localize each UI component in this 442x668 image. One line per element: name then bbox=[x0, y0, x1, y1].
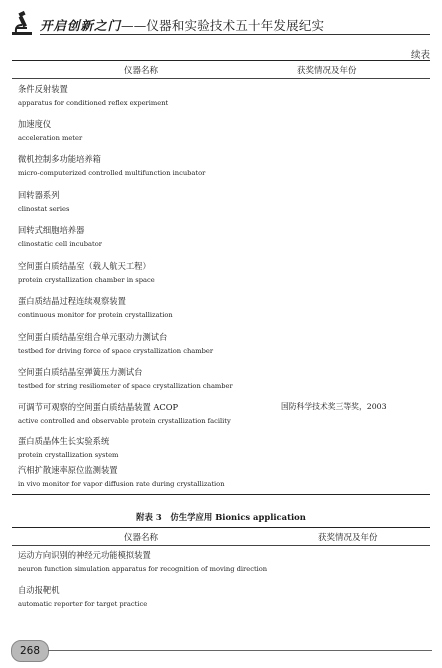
instrument-name-cn: 加速度仪 bbox=[18, 119, 52, 129]
instrument-name-en: testbed for driving force of space crystallization chamber bbox=[18, 347, 214, 355]
table-row bbox=[18, 464, 430, 490]
instrument-name-cn: 运动方向识别的神经元功能模拟装置 bbox=[18, 550, 151, 560]
column-header-name: 仪器名称 bbox=[124, 533, 159, 543]
table-row bbox=[18, 549, 430, 575]
instrument-name-en: testbed for string resiliometer of space crystallization chamber bbox=[18, 382, 233, 390]
instrument-name-cn: 自动报靶机 bbox=[18, 585, 60, 595]
running-title-text: ——仪器和实验技术五十年发展纪实 bbox=[121, 18, 325, 33]
instrument-name-en: protein crystallization chamber in space bbox=[18, 276, 155, 284]
table-top-rule bbox=[12, 527, 430, 528]
table-row bbox=[18, 584, 430, 610]
table-row bbox=[18, 366, 430, 392]
instrument-name-en: neuron function simulation apparatus for recognition of moving direction bbox=[18, 565, 268, 573]
instrument-name-en: continuous monitor for protein crystallization bbox=[18, 311, 173, 319]
instrument-name-cn: 回转器系列 bbox=[18, 190, 60, 200]
instrument-name-cn: 蛋白质晶体生长实验系统 bbox=[18, 436, 110, 446]
running-title-brand: 开启创新之门 bbox=[40, 18, 122, 33]
table-row bbox=[18, 260, 430, 286]
table-row bbox=[18, 153, 430, 179]
table-caption-number: 附表 3 bbox=[136, 512, 162, 522]
instrument-name-cn: 条件反射装置 bbox=[18, 84, 68, 94]
table-header-rule bbox=[12, 78, 430, 79]
instrument-name-en: micro-computerized controlled multifunction incubator bbox=[18, 169, 206, 177]
table-header-rule bbox=[12, 545, 430, 546]
instrument-name-en: in vivo monitor for vapor diffusion rate during crystallization bbox=[18, 480, 225, 488]
table-row bbox=[18, 295, 430, 321]
instrument-name-cn: 微机控制多功能培养箱 bbox=[18, 154, 101, 164]
instrument-name-cn: 蛋白质结晶过程连续观察装置 bbox=[18, 296, 126, 306]
instrument-name-cn: 可调节可观察的空间蛋白质结晶装置 ACOP bbox=[18, 402, 179, 412]
table-bionics bbox=[12, 527, 430, 627]
table-row bbox=[18, 224, 430, 250]
instrument-name-en: apparatus for conditioned reflex experiment bbox=[18, 99, 169, 107]
instrument-name-cn: 空间蛋白质结晶室组合单元驱动力测试台 bbox=[18, 332, 168, 342]
table-caption-title: 仿生学应用 Bionics application bbox=[170, 512, 306, 522]
instrument-name-cn: 回转式细胞培养器 bbox=[18, 225, 85, 235]
header-rule bbox=[40, 34, 430, 35]
table-continued bbox=[12, 60, 430, 496]
table-row bbox=[18, 83, 430, 109]
table-row bbox=[18, 435, 430, 461]
microscope-icon bbox=[10, 10, 36, 36]
instrument-name-en: active controlled and observable protein crystallization facility bbox=[18, 417, 231, 425]
instrument-name-en: clinostat series bbox=[18, 205, 70, 213]
instrument-name-en: acceleration meter bbox=[18, 134, 83, 142]
page-header bbox=[10, 10, 430, 38]
table-row bbox=[18, 401, 430, 427]
continued-label: 续表 bbox=[410, 50, 430, 61]
award-info: 国防科学技术奖三等奖，2003 bbox=[281, 402, 387, 411]
table-caption bbox=[12, 511, 430, 523]
column-header-name: 仪器名称 bbox=[124, 66, 159, 76]
table-row bbox=[18, 331, 430, 357]
instrument-name-cn: 汽相扩散速率原位监测装置 bbox=[18, 465, 118, 475]
column-header-award: 获奖情况及年份 bbox=[297, 66, 357, 76]
instrument-name-cn: 空间蛋白质结晶室弹簧压力测试台 bbox=[18, 367, 143, 377]
footer-rule bbox=[48, 650, 432, 651]
table-top-rule bbox=[12, 60, 430, 61]
running-title bbox=[40, 16, 324, 34]
instrument-name-en: automatic reporter for target practice bbox=[18, 600, 148, 608]
page-number: 268 bbox=[11, 640, 49, 662]
table-row bbox=[18, 189, 430, 215]
table-row bbox=[18, 118, 430, 144]
instrument-name-cn: 空间蛋白质结晶室（载人航天工程） bbox=[18, 261, 151, 271]
instrument-name-en: clinostatic cell incubator bbox=[18, 240, 102, 248]
column-header-award: 获奖情况及年份 bbox=[318, 533, 378, 543]
instrument-name-en: protein crystallization system bbox=[18, 451, 119, 459]
table-bottom-rule bbox=[12, 494, 430, 495]
